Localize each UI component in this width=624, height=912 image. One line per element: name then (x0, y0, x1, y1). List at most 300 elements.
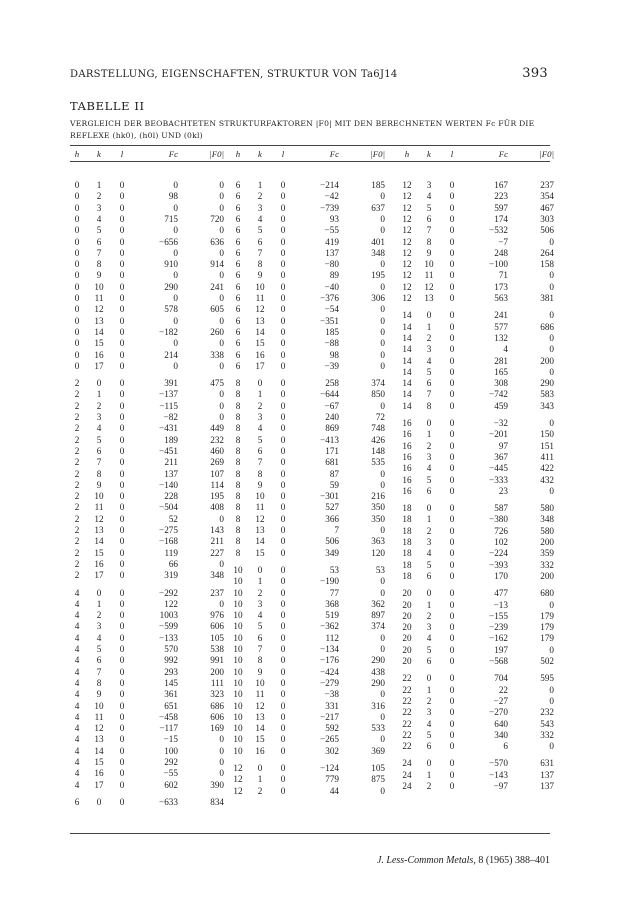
cell-fo: 0 (219, 757, 224, 767)
cell-fc: 102 (494, 537, 508, 547)
cell-fo: 680 (540, 588, 554, 599)
cell-fc: 228 (164, 491, 178, 502)
cell-l: 0 (280, 349, 286, 360)
cell-fo: 467 (540, 202, 554, 213)
cell-k: 15 (94, 338, 104, 349)
cell-fo: 0 (219, 270, 224, 281)
cell-fc: 281 (494, 355, 508, 366)
cell-k: 0 (96, 587, 102, 598)
cell-h: 4 (74, 610, 80, 621)
cell-fc: −115 (159, 400, 178, 411)
cell-fc: 368 (325, 598, 339, 609)
cell-l: 0 (280, 610, 286, 621)
cell-l: 0 (119, 378, 125, 389)
cell-k: 10 (94, 281, 104, 292)
cell-h: 18 (402, 514, 412, 525)
cell-fc: 197 (494, 644, 508, 655)
cell-fc: −100 (489, 259, 508, 270)
cell-l: 0 (280, 689, 286, 700)
cell-fo: 580 (540, 525, 554, 536)
cell-k: 12 (94, 304, 104, 315)
cell-fo: 0 (380, 689, 385, 700)
cell-k: 7 (96, 666, 102, 677)
cell-k: 15 (255, 547, 265, 558)
cell-k: 0 (426, 418, 432, 428)
cell-fc: 53 (329, 564, 339, 575)
cell-fo: 0 (380, 468, 385, 479)
cell-fc: −201 (489, 429, 508, 440)
cell-h: 6 (235, 315, 241, 326)
cell-h: 4 (74, 632, 80, 643)
cell-l: 0 (449, 213, 455, 224)
cell-k: 13 (94, 734, 104, 745)
column-header-l: l (450, 149, 454, 159)
cell-h: 14 (402, 378, 412, 389)
cell-fo: 269 (210, 457, 224, 468)
cell-h: 16 (402, 485, 412, 496)
cell-l: 0 (119, 536, 125, 547)
cell-k: 3 (426, 180, 432, 190)
cell-h: 10 (233, 711, 243, 722)
cell-h: 6 (74, 796, 80, 807)
cell-l: 0 (119, 423, 125, 434)
cell-l: 0 (280, 785, 286, 796)
cell-k: 13 (255, 525, 265, 535)
cell-fo: 0 (219, 745, 224, 756)
cell-h: 0 (74, 247, 80, 258)
cell-fc: 22 (498, 684, 508, 695)
cell-h: 8 (235, 479, 241, 490)
cell-l: 0 (280, 191, 286, 202)
cell-k: 7 (426, 389, 432, 400)
cell-l: 0 (449, 321, 455, 332)
cell-k: 10 (94, 491, 104, 502)
cell-k: 8 (257, 655, 263, 666)
cell-fc: 331 (325, 700, 339, 711)
cell-h: 18 (402, 570, 412, 581)
cell-fc: −644 (320, 389, 339, 400)
cell-fc: 77 (329, 587, 339, 598)
cell-l: 0 (280, 202, 286, 213)
cell-fo: 0 (549, 236, 554, 247)
cell-k: 0 (257, 763, 263, 773)
cell-l: 0 (119, 547, 125, 558)
cell-k: 14 (255, 326, 265, 337)
table-bottom-rule (70, 833, 550, 834)
cell-k: 12 (94, 513, 104, 524)
cell-h: 2 (74, 445, 80, 456)
cell-l: 0 (449, 707, 455, 718)
cell-fo: 0 (380, 326, 385, 337)
cell-h: 24 (402, 758, 412, 769)
cell-h: 18 (402, 503, 412, 514)
cell-h: 8 (235, 536, 241, 547)
cell-fo: 120 (371, 547, 385, 558)
cell-k: 8 (96, 677, 102, 688)
cell-l: 0 (449, 514, 455, 525)
cell-k: 16 (94, 349, 104, 360)
cell-h: 14 (402, 321, 412, 332)
cell-k: 9 (96, 270, 102, 281)
cell-l: 0 (119, 338, 125, 349)
cell-k: 3 (257, 598, 263, 609)
cell-fc: 258 (325, 378, 339, 389)
cell-fo: 543 (540, 718, 554, 729)
page-number: 393 (522, 66, 548, 81)
cell-k: 10 (255, 281, 265, 292)
cell-k: 5 (257, 434, 263, 445)
cell-fo: 137 (540, 781, 554, 791)
cell-k: 11 (94, 711, 104, 722)
cell-l: 0 (449, 769, 455, 780)
cell-h: 24 (402, 769, 412, 780)
cell-fo: 53 (375, 564, 385, 575)
cell-fc: −504 (159, 502, 178, 513)
cell-l: 0 (449, 633, 455, 644)
cell-fo: 0 (219, 247, 224, 258)
cell-h: 10 (233, 632, 243, 643)
cell-l: 0 (449, 225, 455, 236)
cell-h: 6 (235, 213, 241, 224)
cell-fo: 316 (371, 700, 385, 711)
cell-l: 0 (119, 666, 125, 677)
cell-fo: 338 (210, 349, 224, 360)
cell-l: 0 (280, 378, 286, 389)
cell-k: 14 (255, 723, 265, 734)
cell-fo: 538 (210, 644, 224, 654)
cell-k: 9 (96, 689, 102, 700)
cell-l: 0 (119, 655, 125, 666)
cell-h: 14 (402, 400, 412, 411)
cell-h: 8 (235, 468, 241, 479)
cell-h: 8 (235, 513, 241, 524)
cell-h: 10 (233, 745, 243, 756)
cell-h: 10 (233, 644, 243, 654)
cell-fc: 185 (325, 326, 339, 337)
cell-k: 7 (96, 457, 102, 468)
cell-fc: 98 (329, 349, 339, 360)
cell-h: 0 (74, 259, 80, 270)
cell-h: 2 (74, 400, 80, 411)
cell-h: 2 (74, 570, 80, 581)
cell-fo: 348 (540, 514, 554, 525)
cell-h: 8 (235, 525, 241, 535)
column-header-fc: Fc (168, 149, 178, 159)
cell-l: 0 (449, 741, 455, 752)
journal-name: J. Less-Common Metals, (376, 855, 476, 866)
cell-fc: −570 (489, 758, 508, 769)
cell-h: 6 (235, 202, 241, 213)
cell-fo: 0 (380, 785, 385, 796)
cell-h: 12 (233, 785, 243, 796)
cell-fo: 0 (380, 315, 385, 326)
cell-fo: 0 (380, 225, 385, 236)
cell-fc: −742 (489, 389, 508, 400)
cell-h: 2 (74, 378, 80, 389)
cell-h: 10 (233, 587, 243, 598)
cell-k: 3 (426, 451, 432, 462)
cell-l: 0 (119, 281, 125, 292)
cell-fc: 1003 (159, 610, 178, 621)
cell-fo: 0 (549, 310, 554, 321)
cell-fc: −633 (159, 796, 178, 807)
cell-fc: −27 (493, 695, 508, 706)
cell-fo: 834 (210, 796, 224, 807)
cell-l: 0 (119, 745, 125, 756)
cell-fc: −393 (489, 559, 508, 570)
cell-fc: 419 (325, 236, 339, 247)
cell-l: 0 (119, 236, 125, 247)
cell-l: 0 (119, 400, 125, 411)
cell-k: 6 (257, 445, 263, 456)
cell-fo: 0 (219, 191, 224, 202)
cell-l: 0 (119, 570, 125, 581)
cell-h: 8 (235, 412, 241, 422)
cell-fc: −376 (320, 293, 339, 303)
cell-l: 0 (449, 344, 455, 355)
cell-l: 0 (449, 656, 455, 666)
cell-h: 12 (402, 270, 412, 281)
cell-fo: 264 (540, 247, 554, 258)
cell-fc: 779 (325, 774, 339, 785)
cell-l: 0 (119, 711, 125, 722)
column-header-fc: Fc (498, 149, 508, 159)
cell-fo: 0 (380, 644, 385, 654)
cell-l: 0 (449, 599, 455, 610)
cell-k: 4 (426, 463, 432, 474)
cell-k: 2 (257, 785, 263, 796)
cell-k: 2 (257, 400, 263, 411)
cell-fo: 369 (371, 745, 385, 756)
cell-fo: 306 (371, 293, 385, 303)
cell-fo: 422 (540, 463, 554, 474)
cell-k: 5 (96, 644, 102, 654)
cell-k: 5 (426, 474, 432, 485)
cell-k: 13 (424, 293, 434, 303)
cell-fo: 105 (210, 632, 224, 643)
cell-fo: 606 (210, 621, 224, 632)
cell-h: 4 (74, 666, 80, 677)
cell-l: 0 (119, 213, 125, 224)
cell-l: 0 (280, 734, 286, 745)
cell-fo: 200 (540, 570, 554, 581)
cell-fc: 640 (494, 718, 508, 729)
cell-fo: 0 (380, 213, 385, 224)
cell-k: 6 (426, 741, 432, 752)
cell-fc: 6 (503, 741, 508, 752)
cell-fo: 114 (210, 479, 224, 490)
cell-h: 10 (233, 723, 243, 734)
cell-fc: −55 (324, 225, 339, 236)
cell-k: 12 (255, 700, 265, 711)
cell-l: 0 (449, 247, 455, 258)
cell-fo: 0 (219, 412, 224, 422)
cell-fc: 214 (164, 349, 178, 360)
cell-fc: −82 (163, 412, 178, 422)
cell-h: 10 (233, 621, 243, 632)
cell-h: 22 (402, 673, 412, 684)
cell-k: 2 (426, 695, 432, 706)
cell-h: 4 (74, 655, 80, 666)
cell-h: 0 (74, 349, 80, 360)
cell-h: 6 (235, 360, 241, 371)
cell-k: 4 (426, 548, 432, 559)
cell-k: 3 (257, 412, 263, 422)
cell-fc: 97 (498, 440, 508, 451)
cell-fc: −275 (159, 525, 178, 535)
cell-fo: 0 (219, 389, 224, 400)
cell-fc: 87 (329, 468, 339, 479)
cell-fc: 910 (164, 259, 178, 270)
cell-fo: 475 (210, 378, 224, 389)
table-header-rule (70, 161, 550, 162)
cell-h: 14 (402, 332, 412, 343)
cell-h: 6 (235, 259, 241, 270)
cell-l: 0 (280, 525, 286, 535)
cell-fo: 0 (219, 513, 224, 524)
cell-h: 4 (74, 621, 80, 632)
cell-l: 0 (280, 434, 286, 445)
cell-fc: −458 (159, 711, 178, 722)
cell-h: 22 (402, 718, 412, 729)
cell-fc: −413 (320, 434, 339, 445)
cell-l: 0 (449, 474, 455, 485)
cell-fo: 216 (371, 491, 385, 502)
cell-fo: 580 (540, 503, 554, 514)
cell-k: 11 (255, 689, 265, 700)
cell-fo: 408 (210, 502, 224, 513)
cell-fo: 0 (549, 281, 554, 292)
cell-h: 6 (235, 304, 241, 315)
cell-l: 0 (119, 779, 125, 790)
cell-k: 7 (257, 644, 263, 654)
cell-h: 2 (74, 423, 80, 434)
cell-l: 0 (449, 259, 455, 270)
cell-fc: −39 (324, 360, 339, 371)
cell-fc: −380 (489, 514, 508, 525)
cell-fo: 0 (380, 338, 385, 349)
cell-fo: 105 (371, 763, 385, 773)
cell-h: 2 (74, 434, 80, 445)
cell-l: 0 (119, 389, 125, 400)
cell-fo: 0 (549, 485, 554, 496)
cell-h: 4 (74, 779, 80, 790)
cell-h: 6 (235, 281, 241, 292)
cell-fo: 850 (371, 389, 385, 400)
cell-l: 0 (280, 621, 286, 632)
cell-h: 4 (74, 723, 80, 734)
cell-h: 12 (402, 236, 412, 247)
cell-fc: 248 (494, 247, 508, 258)
cell-fc: −54 (324, 304, 339, 315)
cell-k: 11 (94, 502, 104, 513)
cell-fc: −224 (489, 548, 508, 559)
cell-l: 0 (119, 723, 125, 734)
cell-k: 5 (426, 366, 432, 377)
cell-fo: 0 (219, 400, 224, 411)
cell-k: 16 (255, 349, 265, 360)
cell-h: 6 (235, 293, 241, 303)
cell-fo: 438 (371, 666, 385, 677)
cell-l: 0 (449, 684, 455, 695)
cell-k: 17 (94, 779, 104, 790)
cell-k: 6 (426, 485, 432, 496)
cell-fo: 583 (540, 389, 554, 400)
cell-fc: −265 (320, 734, 339, 745)
cell-l: 0 (449, 400, 455, 411)
cell-fc: −292 (159, 587, 178, 598)
cell-h: 20 (402, 656, 412, 666)
cell-h: 4 (74, 768, 80, 779)
cell-h: 12 (402, 213, 412, 224)
cell-l: 0 (280, 360, 286, 371)
cell-l: 0 (119, 304, 125, 315)
cell-k: 8 (96, 468, 102, 479)
cell-l: 0 (449, 695, 455, 706)
cell-fo: 0 (380, 734, 385, 745)
cell-h: 12 (402, 259, 412, 270)
cell-fo: 976 (210, 610, 224, 621)
cell-l: 0 (119, 315, 125, 326)
cell-h: 4 (74, 598, 80, 609)
cell-k: 14 (94, 536, 104, 547)
cell-fo: 636 (210, 236, 224, 247)
cell-k: 12 (424, 281, 434, 292)
cell-k: 1 (426, 769, 432, 780)
cell-fo: 303 (540, 213, 554, 224)
cell-fc: 240 (325, 412, 339, 422)
cell-l: 0 (449, 718, 455, 729)
cell-fc: 0 (173, 293, 178, 303)
cell-fo: 211 (210, 536, 224, 547)
cell-l: 0 (119, 513, 125, 524)
cell-fo: 137 (540, 769, 554, 780)
cell-k: 7 (96, 247, 102, 258)
cell-l: 0 (449, 537, 455, 547)
cell-l: 0 (280, 400, 286, 411)
cell-h: 8 (235, 400, 241, 411)
cell-k: 1 (426, 321, 432, 332)
cell-fc: 651 (164, 700, 178, 711)
cell-k: 2 (426, 440, 432, 451)
cell-k: 16 (94, 768, 104, 779)
cell-fc: −239 (489, 622, 508, 633)
cell-fc: −182 (159, 326, 178, 337)
cell-k: 5 (257, 621, 263, 632)
cell-fo: 0 (380, 576, 385, 587)
column-header-h: h (404, 149, 410, 159)
cell-h: 16 (402, 474, 412, 485)
cell-fc: 241 (494, 310, 508, 321)
cell-l: 0 (119, 796, 125, 807)
cell-k: 1 (96, 180, 102, 190)
cell-k: 3 (257, 202, 263, 213)
cell-fc: 137 (164, 468, 178, 479)
cell-fo: 350 (371, 513, 385, 524)
cell-l: 0 (280, 225, 286, 236)
cell-fc: −568 (489, 656, 508, 666)
cell-h: 10 (233, 700, 243, 711)
cell-h: 0 (74, 180, 80, 190)
cell-h: 0 (74, 281, 80, 292)
cell-fc: 319 (164, 570, 178, 581)
cell-fc: −599 (159, 621, 178, 632)
cell-h: 4 (74, 677, 80, 688)
cell-k: 1 (426, 684, 432, 695)
cell-l: 0 (280, 468, 286, 479)
cell-k: 13 (255, 711, 265, 722)
cell-k: 10 (424, 259, 434, 270)
